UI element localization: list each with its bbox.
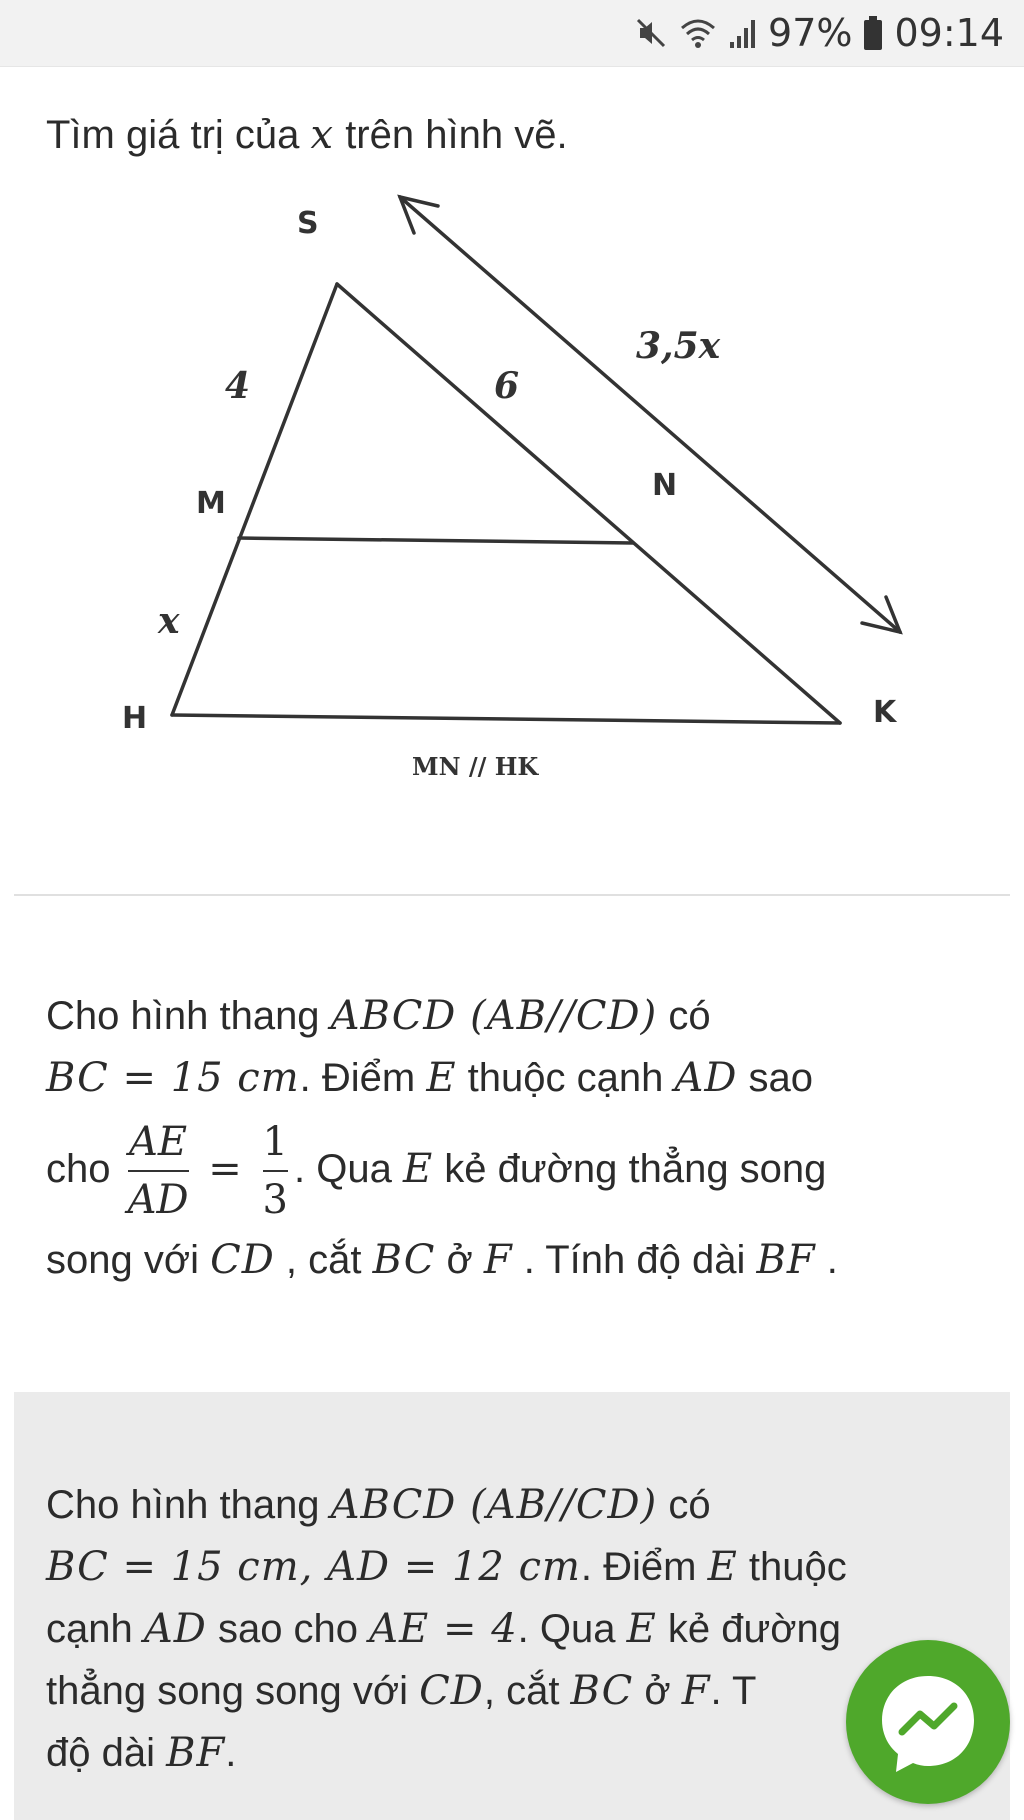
point-label-K: K xyxy=(873,695,897,730)
question-text: Tìm giá trị của xyxy=(46,113,311,157)
text-span: . Điểm xyxy=(580,1545,708,1589)
math-expression: AD xyxy=(143,1606,207,1652)
point-label-S: S xyxy=(297,206,319,241)
question-text-end: trên hình vẽ. xyxy=(334,113,568,157)
length-label-MH: x xyxy=(158,600,180,642)
status-bar xyxy=(0,0,1024,67)
math-expression: BC = 15 cm, AD = 12 cm xyxy=(46,1544,581,1590)
messenger-button[interactable] xyxy=(846,1640,1010,1804)
mute-icon xyxy=(634,16,668,50)
text-span: có xyxy=(657,1483,711,1527)
math-expression: = xyxy=(194,1146,257,1192)
math-expression: BC = 15 cm xyxy=(46,1055,300,1101)
problem-line xyxy=(46,1109,986,1229)
battery-icon xyxy=(862,15,884,51)
arrow-line xyxy=(400,197,900,632)
text-span: AD xyxy=(127,1177,189,1224)
text-span: song với xyxy=(46,1238,211,1282)
text-span: 1 xyxy=(262,1119,288,1166)
card-line xyxy=(46,1598,986,1660)
math-expression: CD xyxy=(210,1237,275,1283)
text-span: kẻ đường xyxy=(656,1607,842,1651)
math-expression: CD xyxy=(419,1668,484,1714)
wifi-icon xyxy=(678,16,718,50)
math-expression: BF xyxy=(166,1730,226,1776)
length-label-SM: 4 xyxy=(225,365,251,407)
card-line xyxy=(46,1474,986,1536)
math-expression: F xyxy=(483,1237,513,1283)
math-expression: BF xyxy=(756,1237,816,1283)
text-span: . Tính độ dài xyxy=(512,1238,757,1282)
battery-percent: 97% xyxy=(768,11,853,55)
math-expression: E xyxy=(626,1606,657,1652)
text-span: thuộc cạnh xyxy=(456,1056,675,1100)
status-icons xyxy=(634,0,1004,66)
text-span: . Qua xyxy=(293,1147,403,1191)
text-span: cho xyxy=(46,1147,122,1191)
messenger-icon xyxy=(846,1640,1010,1804)
text-span: Cho hình thang xyxy=(46,994,331,1038)
segment-SK xyxy=(337,284,840,723)
length-label-SN: 6 xyxy=(494,365,520,407)
text-span: . T xyxy=(710,1669,757,1713)
fraction-ae-ad xyxy=(128,1114,189,1228)
text-span: sao cho xyxy=(206,1607,370,1651)
math-expression: E xyxy=(402,1146,434,1192)
math-expression: E xyxy=(426,1055,457,1101)
text-span: thẳng song song với xyxy=(46,1669,420,1713)
text-span: . Qua xyxy=(517,1607,627,1651)
text-span: sao xyxy=(737,1056,814,1100)
fraction-one-third xyxy=(263,1114,288,1228)
math-expression: BC xyxy=(570,1668,634,1714)
text-span: , cắt xyxy=(274,1238,373,1282)
text-span: ở xyxy=(633,1669,682,1713)
text-span: có xyxy=(657,994,711,1038)
text-span: AE xyxy=(129,1119,188,1166)
geometry-figure xyxy=(0,180,1024,800)
text-span: kẻ đường thẳng song xyxy=(433,1147,827,1191)
figure-caption: MN // HK xyxy=(412,752,539,781)
question-title xyxy=(46,112,568,158)
segment-HK xyxy=(172,715,840,723)
segment-MN xyxy=(239,538,633,543)
math-expression: AE = 4 xyxy=(369,1606,518,1652)
card-line xyxy=(46,1536,986,1598)
problem-line xyxy=(46,1229,986,1291)
math-expression: ABCD (AB//CD) xyxy=(330,993,658,1039)
card-line xyxy=(46,1660,986,1722)
problem-text xyxy=(46,985,986,1291)
text-span: độ dài xyxy=(46,1731,167,1775)
text-span: ở xyxy=(435,1238,484,1282)
length-label-NK: 3,5x xyxy=(636,325,721,367)
math-expression: AD xyxy=(674,1055,738,1101)
math-expression: E xyxy=(707,1544,738,1590)
card-line xyxy=(46,1722,986,1784)
text-span: cạnh xyxy=(46,1607,144,1651)
math-variable: x xyxy=(310,112,335,158)
point-label-M: M xyxy=(196,486,226,521)
text-span: 3 xyxy=(262,1177,288,1224)
math-expression: BC xyxy=(372,1237,436,1283)
text-span: Cho hình thang xyxy=(46,1483,331,1527)
text-span: . Điểm xyxy=(299,1056,427,1100)
text-span: thuộc xyxy=(737,1545,847,1589)
problem-line xyxy=(46,1047,986,1109)
math-expression: ABCD (AB//CD) xyxy=(330,1482,658,1528)
point-label-H: H xyxy=(122,701,148,736)
text-span: . xyxy=(815,1238,838,1282)
divider xyxy=(14,894,1010,896)
point-label-N: N xyxy=(652,468,678,503)
text-span: , cắt xyxy=(483,1669,571,1713)
clock-time: 09:14 xyxy=(894,11,1004,55)
problem-line xyxy=(46,985,986,1047)
card-text xyxy=(46,1474,986,1784)
text-span: . xyxy=(225,1731,237,1775)
math-expression: F xyxy=(681,1668,711,1714)
signal-icon xyxy=(728,16,758,50)
